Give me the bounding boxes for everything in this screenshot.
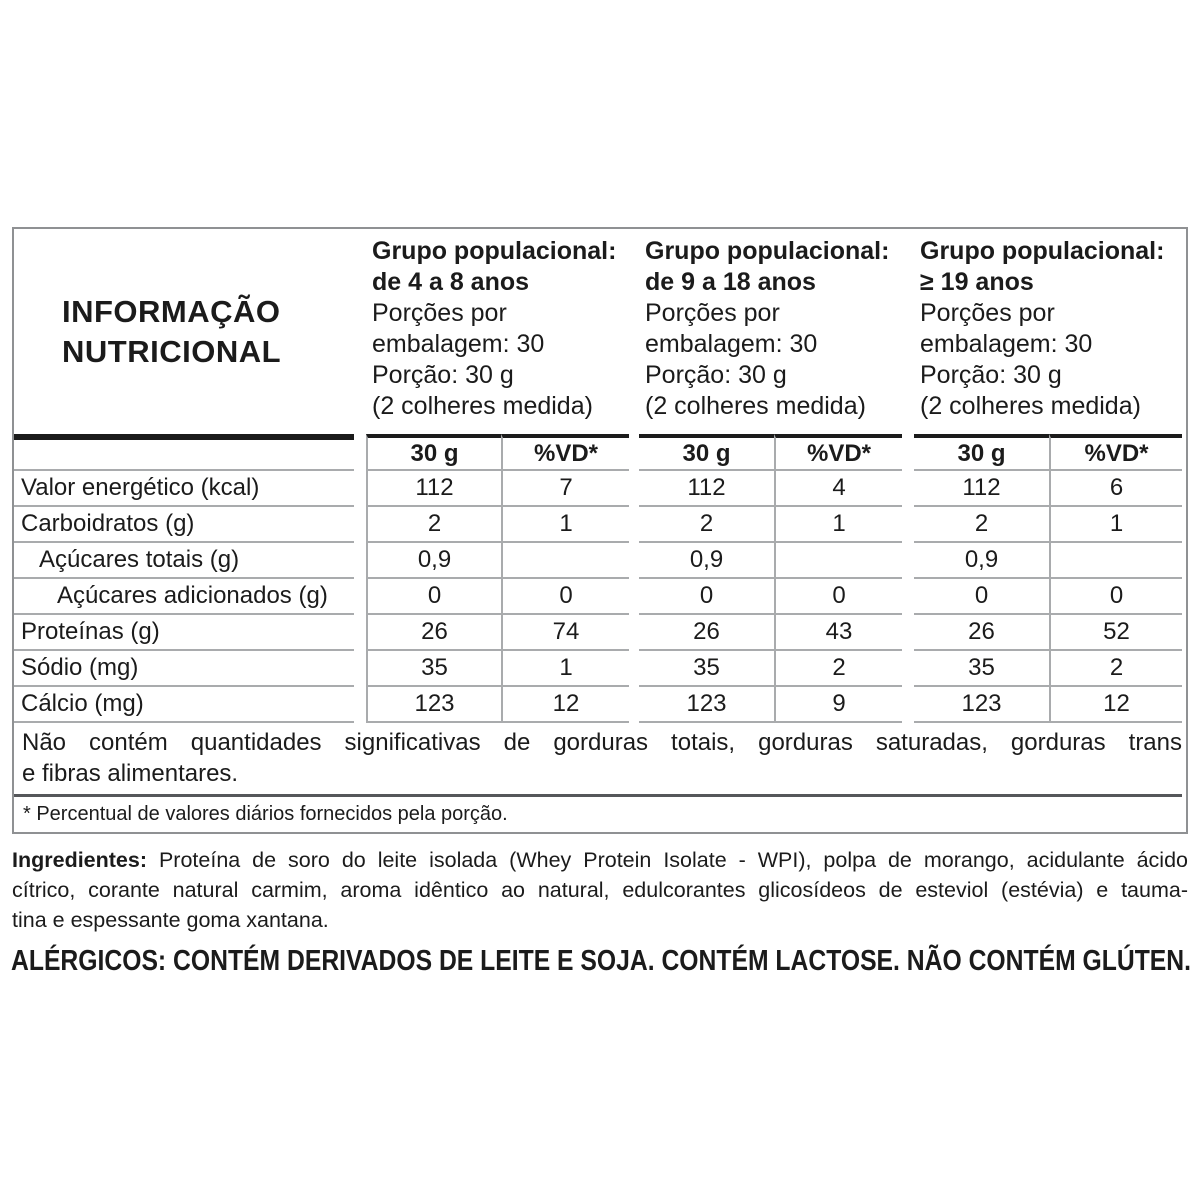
value-vd bbox=[501, 543, 629, 579]
ingredients-line2: cítrico, corante natural carmim, aroma idêntico ao natural, edulcorantes glicosídeos de esteviol (estévia) e tauma- bbox=[12, 878, 1188, 902]
ingredients-label: Ingredientes: bbox=[12, 848, 147, 872]
nutrient-row bbox=[14, 579, 1186, 615]
nutrient-row bbox=[14, 471, 1186, 507]
value-vd: 4 bbox=[774, 471, 902, 507]
value-vd bbox=[774, 543, 902, 579]
value-30g: 0,9 bbox=[366, 543, 501, 579]
group-info: embalagem: 30 bbox=[920, 330, 1093, 358]
group-age-range: de 4 a 8 anos bbox=[372, 268, 530, 296]
gutter bbox=[629, 579, 639, 615]
value-30g: 26 bbox=[366, 615, 501, 651]
no-significant-note bbox=[14, 723, 1182, 794]
gutter bbox=[902, 651, 914, 687]
no-significant-line1: Não contém quantidades significativas de gorduras totais, gorduras saturadas, gorduras trans bbox=[22, 729, 1182, 756]
no-significant-row bbox=[14, 723, 1186, 794]
gutter bbox=[629, 651, 639, 687]
value-vd: 0 bbox=[501, 579, 629, 615]
table-title-line2: NUTRICIONAL bbox=[62, 333, 282, 369]
value-vd: 0 bbox=[1049, 579, 1182, 615]
value-30g: 123 bbox=[639, 687, 774, 723]
nutrient-label: Valor energético (kcal) bbox=[14, 471, 354, 507]
value-30g: 123 bbox=[366, 687, 501, 723]
gutter bbox=[629, 687, 639, 723]
daily-value-footnote: * Percentual de valores diários fornecidos pela porção. bbox=[14, 794, 1182, 832]
ingredients-paragraph bbox=[12, 845, 1188, 935]
nutrient-rows bbox=[14, 471, 1186, 723]
nutrient-row bbox=[14, 615, 1186, 651]
gutter bbox=[629, 507, 639, 543]
value-30g: 2 bbox=[366, 507, 501, 543]
value-30g: 2 bbox=[639, 507, 774, 543]
value-vd: 2 bbox=[774, 651, 902, 687]
gutter bbox=[629, 543, 639, 579]
units-header-row bbox=[14, 434, 1186, 471]
value-30g: 112 bbox=[639, 471, 774, 507]
group-info: (2 colheres medida) bbox=[920, 392, 1141, 420]
gutter bbox=[902, 615, 914, 651]
group-info: Porção: 30 g bbox=[645, 361, 787, 389]
col-header-qty: 30 g bbox=[366, 434, 501, 471]
value-vd: 0 bbox=[774, 579, 902, 615]
nutrient-label: Açúcares totais (g) bbox=[14, 543, 354, 579]
value-vd: 1 bbox=[501, 507, 629, 543]
gutter bbox=[354, 687, 366, 723]
nutrient-row bbox=[14, 543, 1186, 579]
value-30g: 0,9 bbox=[639, 543, 774, 579]
gutter bbox=[354, 434, 366, 471]
value-vd bbox=[1049, 543, 1182, 579]
gutter bbox=[629, 615, 639, 651]
col-header-vd: %VD* bbox=[1049, 434, 1182, 471]
value-30g: 112 bbox=[366, 471, 501, 507]
value-30g: 35 bbox=[914, 651, 1049, 687]
col-header-vd: %VD* bbox=[501, 434, 629, 471]
gutter bbox=[629, 434, 639, 471]
group-heading: Grupo populacional: bbox=[645, 237, 890, 265]
gutter bbox=[354, 615, 366, 651]
nutrient-label: Açúcares adicionados (g) bbox=[14, 579, 354, 615]
gutter bbox=[354, 579, 366, 615]
value-vd: 12 bbox=[1049, 687, 1182, 723]
col-header-qty: 30 g bbox=[914, 434, 1049, 471]
gutter bbox=[902, 687, 914, 723]
gutter bbox=[902, 471, 914, 507]
group-info: Porções por bbox=[645, 299, 780, 327]
value-vd: 52 bbox=[1049, 615, 1182, 651]
value-30g: 26 bbox=[639, 615, 774, 651]
value-vd: 1 bbox=[501, 651, 629, 687]
gutter bbox=[629, 471, 639, 507]
group-info: (2 colheres medida) bbox=[372, 392, 593, 420]
group-info: (2 colheres medida) bbox=[645, 392, 866, 420]
nutrient-label: Cálcio (mg) bbox=[14, 687, 354, 723]
gutter bbox=[902, 434, 914, 471]
gutter bbox=[354, 471, 366, 507]
col-header-qty: 30 g bbox=[639, 434, 774, 471]
group-header-19plus bbox=[914, 229, 1182, 434]
group-info: Porções por bbox=[372, 299, 507, 327]
gutter bbox=[354, 543, 366, 579]
gutter bbox=[902, 579, 914, 615]
nutrient-row bbox=[14, 651, 1186, 687]
group-header-4-8 bbox=[366, 229, 629, 434]
group-info: Porção: 30 g bbox=[372, 361, 514, 389]
gutter bbox=[354, 507, 366, 543]
value-30g: 0 bbox=[639, 579, 774, 615]
value-30g: 35 bbox=[366, 651, 501, 687]
value-30g: 0 bbox=[366, 579, 501, 615]
value-30g: 35 bbox=[639, 651, 774, 687]
group-age-range: ≥ 19 anos bbox=[920, 268, 1034, 296]
value-30g: 2 bbox=[914, 507, 1049, 543]
group-heading: Grupo populacional: bbox=[372, 237, 617, 265]
ingredients-line3: tina e espessante goma xantana. bbox=[12, 908, 329, 932]
table-title bbox=[14, 229, 354, 434]
group-info: embalagem: 30 bbox=[645, 330, 818, 358]
value-vd: 9 bbox=[774, 687, 902, 723]
group-header-9-18 bbox=[639, 229, 902, 434]
value-vd: 2 bbox=[1049, 651, 1182, 687]
ingredients-text: Proteína de soro do leite isolada (Whey Protein Isolate - WPI), polpa de morango, acidulante ácido bbox=[147, 848, 1188, 872]
group-info: Porção: 30 g bbox=[920, 361, 1062, 389]
group-age-range: de 9 a 18 anos bbox=[645, 268, 816, 296]
value-vd: 1 bbox=[774, 507, 902, 543]
value-30g: 112 bbox=[914, 471, 1049, 507]
nutrient-row bbox=[14, 687, 1186, 723]
group-info: Porções por bbox=[920, 299, 1055, 327]
group-info: embalagem: 30 bbox=[372, 330, 545, 358]
col-header-vd: %VD* bbox=[774, 434, 902, 471]
value-vd: 6 bbox=[1049, 471, 1182, 507]
value-vd: 1 bbox=[1049, 507, 1182, 543]
nutrition-facts-table bbox=[12, 227, 1188, 834]
nutrient-label: Proteínas (g) bbox=[14, 615, 354, 651]
value-vd: 7 bbox=[501, 471, 629, 507]
table-title-line1: INFORMAÇÃO bbox=[62, 293, 281, 329]
ingredients-line1 bbox=[12, 845, 1188, 875]
value-vd: 43 bbox=[774, 615, 902, 651]
value-30g: 0 bbox=[914, 579, 1049, 615]
title-underline bbox=[14, 434, 354, 471]
nutrient-label: Sódio (mg) bbox=[14, 651, 354, 687]
value-vd: 12 bbox=[501, 687, 629, 723]
nutrient-label: Carboidratos (g) bbox=[14, 507, 354, 543]
allergens-statement: ALÉRGICOS: CONTÉM DERIVADOS DE LEITE E SOJA. CONTÉM LACTOSE. NÃO CONTÉM GLÚTEN. bbox=[11, 945, 1191, 977]
value-30g: 26 bbox=[914, 615, 1049, 651]
value-30g: 123 bbox=[914, 687, 1049, 723]
table-header-row bbox=[14, 229, 1186, 434]
gutter bbox=[902, 507, 914, 543]
nutrient-row bbox=[14, 507, 1186, 543]
value-30g: 0,9 bbox=[914, 543, 1049, 579]
value-vd: 74 bbox=[501, 615, 629, 651]
no-significant-line2: e fibras alimentares. bbox=[22, 760, 239, 787]
group-heading: Grupo populacional: bbox=[920, 237, 1165, 265]
gutter bbox=[902, 543, 914, 579]
footnote-row bbox=[14, 794, 1186, 832]
gutter bbox=[354, 651, 366, 687]
